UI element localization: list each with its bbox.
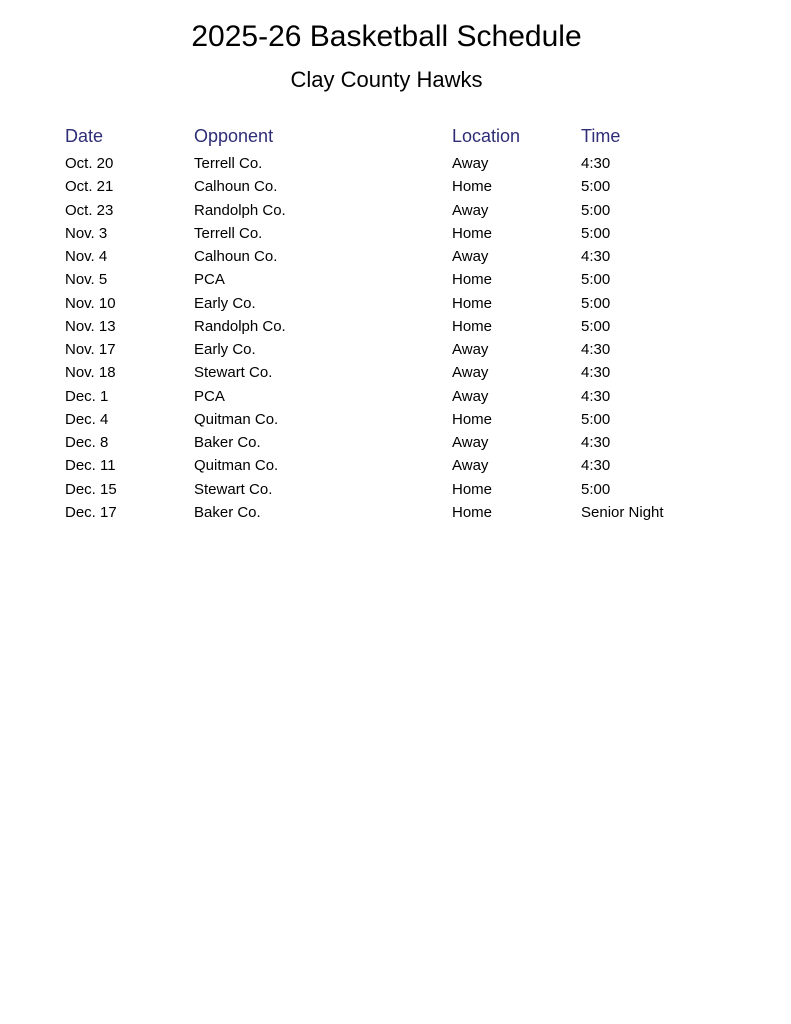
game-location: Away (452, 387, 489, 405)
game-opponent: PCA (194, 271, 225, 289)
game-date: Nov. 18 (65, 364, 116, 382)
game-date: Nov. 5 (65, 271, 108, 289)
game-opponent: Early Co. (194, 294, 256, 312)
game-location: Home (452, 271, 493, 289)
game-time: 4:30 (581, 387, 611, 405)
game-location: Home (452, 178, 493, 196)
game-date: Nov. 3 (65, 224, 108, 242)
team-name: Clay County Hawks (290, 67, 483, 92)
game-opponent: Quitman Co. (194, 410, 279, 428)
game-time: 5:00 (581, 271, 611, 289)
game-date: Nov. 17 (65, 341, 116, 358)
game-location: Away (452, 341, 489, 358)
game-location: Home (452, 480, 493, 498)
game-opponent: Randolph Co. (194, 201, 286, 219)
game-date: Nov. 4 (65, 248, 108, 265)
game-opponent: Quitman Co. (194, 457, 279, 475)
game-date: Nov. 13 (65, 317, 116, 335)
game-date: Nov. 10 (65, 294, 116, 312)
game-date: Oct. 20 (65, 155, 114, 172)
game-time: 4:30 (581, 341, 611, 358)
game-date: Dec. 15 (65, 480, 117, 498)
game-opponent: PCA (194, 387, 225, 405)
game-time: 5:00 (581, 294, 611, 312)
game-time: 4:30 (581, 457, 611, 475)
game-location: Home (452, 503, 493, 521)
game-location: Away (452, 364, 489, 382)
game-time: Senior Night (581, 503, 664, 521)
game-date: Dec. 11 (65, 457, 116, 475)
column-header-opponent: Opponent (194, 126, 274, 146)
game-location: Away (452, 457, 489, 475)
game-opponent: Baker Co. (194, 434, 261, 451)
game-location: Home (452, 317, 493, 335)
game-opponent: Calhoun Co. (194, 248, 278, 265)
game-location: Home (452, 224, 493, 242)
game-location: Home (452, 410, 493, 428)
game-opponent: Terrell Co. (194, 155, 263, 172)
column-header-time: Time (581, 126, 621, 146)
game-time: 4:30 (581, 248, 611, 265)
game-location: Home (452, 294, 493, 312)
page-title: 2025-26 Basketball Schedule (191, 20, 582, 53)
game-time: 4:30 (581, 155, 611, 172)
game-opponent: Baker Co. (194, 503, 261, 521)
game-opponent: Early Co. (194, 341, 256, 358)
game-time: 5:00 (581, 178, 611, 196)
game-time: 5:00 (581, 480, 611, 498)
game-opponent: Randolph Co. (194, 317, 286, 335)
game-opponent: Terrell Co. (194, 224, 263, 242)
game-location: Away (452, 434, 489, 451)
game-opponent: Stewart Co. (194, 364, 273, 382)
column-header-date: Date (65, 126, 104, 146)
game-opponent: Calhoun Co. (194, 178, 278, 196)
game-date: Dec. 8 (65, 434, 109, 451)
column-header-location: Location (452, 126, 521, 146)
game-location: Away (452, 155, 489, 172)
game-time: 5:00 (581, 317, 611, 335)
game-date: Dec. 4 (65, 410, 109, 428)
game-date: Dec. 1 (65, 387, 109, 405)
game-date: Dec. 17 (65, 503, 117, 521)
game-opponent: Stewart Co. (194, 480, 273, 498)
game-date: Oct. 23 (65, 201, 114, 219)
game-location: Away (452, 201, 489, 219)
game-time: 5:00 (581, 201, 611, 219)
game-time: 4:30 (581, 434, 611, 451)
game-time: 5:00 (581, 410, 611, 428)
game-time: 5:00 (581, 224, 611, 242)
game-location: Away (452, 248, 489, 265)
game-date: Oct. 21 (65, 178, 114, 196)
game-time: 4:30 (581, 364, 611, 382)
